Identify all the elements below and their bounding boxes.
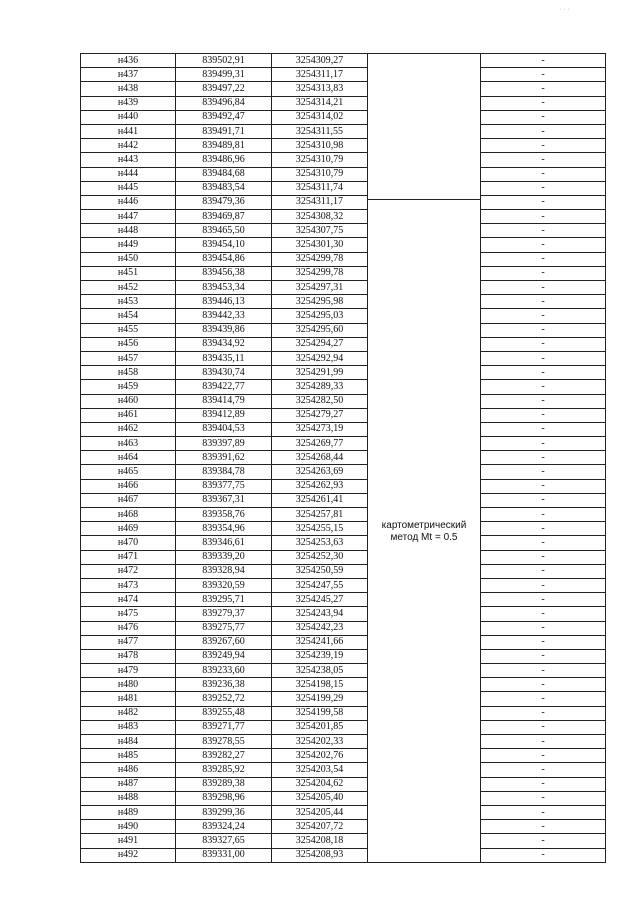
point-id-cell: н461 (81, 408, 176, 422)
x-coordinate-cell: 839469,87 (176, 210, 272, 224)
x-coordinate-cell: 839442,33 (176, 309, 272, 323)
point-id-cell: н482 (81, 706, 176, 720)
accuracy-cell: - (481, 323, 606, 337)
table-row (81, 252, 606, 266)
x-coordinate-cell: 839320,59 (176, 578, 272, 592)
point-id-cell: н474 (81, 593, 176, 607)
point-id-cell: н448 (81, 224, 176, 238)
point-id-cell: н445 (81, 181, 176, 195)
point-id-cell: н436 (81, 54, 176, 68)
y-coordinate-cell: 3254295,60 (272, 323, 368, 337)
accuracy-cell: - (481, 124, 606, 138)
x-coordinate-cell: 839491,71 (176, 124, 272, 138)
x-coordinate-cell: 839384,78 (176, 465, 272, 479)
point-id-cell: н464 (81, 451, 176, 465)
accuracy-cell: - (481, 550, 606, 564)
y-coordinate-cell: 3254202,76 (272, 749, 368, 763)
x-coordinate-cell: 839278,55 (176, 735, 272, 749)
table-row (81, 195, 606, 209)
accuracy-cell: - (481, 692, 606, 706)
x-coordinate-cell: 839434,92 (176, 337, 272, 351)
y-coordinate-cell: 3254269,77 (272, 437, 368, 451)
accuracy-cell: - (481, 465, 606, 479)
point-id-cell: н480 (81, 678, 176, 692)
x-coordinate-cell: 839346,61 (176, 536, 272, 550)
point-id-cell: н437 (81, 68, 176, 82)
y-coordinate-cell: 3254294,27 (272, 337, 368, 351)
x-coordinate-cell: 839484,68 (176, 167, 272, 181)
accuracy-cell: - (481, 578, 606, 592)
x-coordinate-cell: 839339,20 (176, 550, 272, 564)
table-row (81, 493, 606, 507)
table-row (81, 678, 606, 692)
y-coordinate-cell: 3254205,44 (272, 805, 368, 819)
x-coordinate-cell: 839252,72 (176, 692, 272, 706)
x-coordinate-cell: 839422,77 (176, 380, 272, 394)
accuracy-cell: - (481, 110, 606, 124)
y-coordinate-cell: 3254299,78 (272, 266, 368, 280)
point-id-cell: н450 (81, 252, 176, 266)
table-row (81, 153, 606, 167)
accuracy-cell: - (481, 735, 606, 749)
x-coordinate-cell: 839435,11 (176, 351, 272, 365)
method-name: картометрический (381, 520, 467, 531)
x-coordinate-cell: 839367,31 (176, 493, 272, 507)
x-coordinate-cell: 839404,53 (176, 422, 272, 436)
accuracy-cell: - (481, 351, 606, 365)
table-row (81, 578, 606, 592)
y-coordinate-cell: 3254310,79 (272, 167, 368, 181)
accuracy-cell: - (481, 805, 606, 819)
table-row (81, 337, 606, 351)
table-row (81, 408, 606, 422)
table-row (81, 281, 606, 295)
point-id-cell: н446 (81, 195, 176, 209)
y-coordinate-cell: 3254282,50 (272, 394, 368, 408)
accuracy-cell: - (481, 607, 606, 621)
table-row (81, 522, 606, 536)
point-id-cell: н466 (81, 479, 176, 493)
y-coordinate-cell: 3254291,99 (272, 366, 368, 380)
accuracy-cell: - (481, 720, 606, 734)
point-id-cell: н467 (81, 493, 176, 507)
x-coordinate-cell: 839446,13 (176, 295, 272, 309)
x-coordinate-cell: 839249,94 (176, 649, 272, 663)
table-row (81, 763, 606, 777)
y-coordinate-cell: 3254208,93 (272, 848, 368, 862)
x-coordinate-cell: 839271,77 (176, 720, 272, 734)
method-accuracy-formula: метод Mt = 0.5 (390, 532, 458, 543)
table-row (81, 181, 606, 195)
y-coordinate-cell: 3254204,62 (272, 777, 368, 791)
x-coordinate-cell: 839327,65 (176, 834, 272, 848)
x-coordinate-cell: 839275,77 (176, 621, 272, 635)
table-row (81, 735, 606, 749)
accuracy-cell: - (481, 706, 606, 720)
accuracy-cell: - (481, 564, 606, 578)
y-coordinate-cell: 3254199,58 (272, 706, 368, 720)
x-coordinate-cell: 839483,54 (176, 181, 272, 195)
accuracy-cell: - (481, 791, 606, 805)
point-id-cell: н479 (81, 664, 176, 678)
point-id-cell: н476 (81, 621, 176, 635)
x-coordinate-cell: 839358,76 (176, 508, 272, 522)
table-row (81, 366, 606, 380)
y-coordinate-cell: 3254310,98 (272, 139, 368, 153)
table-row (81, 437, 606, 451)
y-coordinate-cell: 3254238,05 (272, 664, 368, 678)
y-coordinate-cell: 3254297,31 (272, 281, 368, 295)
table-row (81, 394, 606, 408)
accuracy-cell: - (481, 820, 606, 834)
y-coordinate-cell: 3254261,41 (272, 493, 368, 507)
accuracy-cell: - (481, 210, 606, 224)
y-coordinate-cell: 3254307,75 (272, 224, 368, 238)
y-coordinate-cell: 3254257,81 (272, 508, 368, 522)
point-id-cell: н491 (81, 834, 176, 848)
table-row (81, 848, 606, 862)
y-coordinate-cell: 3254295,03 (272, 309, 368, 323)
table-row (81, 465, 606, 479)
table-row (81, 664, 606, 678)
y-coordinate-cell: 3254314,02 (272, 110, 368, 124)
x-coordinate-cell: 839282,27 (176, 749, 272, 763)
x-coordinate-cell: 839430,74 (176, 366, 272, 380)
point-id-cell: н483 (81, 720, 176, 734)
table-row (81, 749, 606, 763)
point-id-cell: н460 (81, 394, 176, 408)
table-row (81, 139, 606, 153)
y-coordinate-cell: 3254268,44 (272, 451, 368, 465)
table-row (81, 791, 606, 805)
point-id-cell: н449 (81, 238, 176, 252)
table-row (81, 706, 606, 720)
table-row (81, 380, 606, 394)
point-id-cell: н471 (81, 550, 176, 564)
accuracy-cell: - (481, 522, 606, 536)
point-id-cell: н478 (81, 649, 176, 663)
y-coordinate-cell: 3254202,33 (272, 735, 368, 749)
y-coordinate-cell: 3254289,33 (272, 380, 368, 394)
table-row (81, 295, 606, 309)
y-coordinate-cell: 3254208,18 (272, 834, 368, 848)
table-row (81, 323, 606, 337)
point-id-cell: н451 (81, 266, 176, 280)
x-coordinate-cell: 839295,71 (176, 593, 272, 607)
table-row (81, 110, 606, 124)
y-coordinate-cell: 3254242,23 (272, 621, 368, 635)
method-description (368, 520, 480, 544)
accuracy-cell: - (481, 68, 606, 82)
y-coordinate-cell: 3254252,30 (272, 550, 368, 564)
accuracy-cell: - (481, 664, 606, 678)
accuracy-cell: - (481, 848, 606, 862)
corner-mark: · · · (559, 6, 570, 13)
y-coordinate-cell: 3254279,27 (272, 408, 368, 422)
accuracy-cell: - (481, 621, 606, 635)
accuracy-cell: - (481, 593, 606, 607)
accuracy-cell: - (481, 153, 606, 167)
point-id-cell: н465 (81, 465, 176, 479)
point-id-cell: н439 (81, 96, 176, 110)
x-coordinate-cell: 839496,84 (176, 96, 272, 110)
y-coordinate-cell: 3254203,54 (272, 763, 368, 777)
table-row (81, 820, 606, 834)
accuracy-cell: - (481, 749, 606, 763)
accuracy-cell: - (481, 678, 606, 692)
x-coordinate-cell: 839502,91 (176, 54, 272, 68)
y-coordinate-cell: 3254199,29 (272, 692, 368, 706)
accuracy-cell: - (481, 252, 606, 266)
y-coordinate-cell: 3254295,98 (272, 295, 368, 309)
point-id-cell: н463 (81, 437, 176, 451)
x-coordinate-cell: 839397,89 (176, 437, 272, 451)
y-coordinate-cell: 3254205,40 (272, 791, 368, 805)
point-id-cell: н489 (81, 805, 176, 819)
table-row (81, 607, 606, 621)
accuracy-cell: - (481, 536, 606, 550)
y-coordinate-cell: 3254247,55 (272, 578, 368, 592)
x-coordinate-cell: 839354,96 (176, 522, 272, 536)
x-coordinate-cell: 839492,47 (176, 110, 272, 124)
y-coordinate-cell: 3254262,93 (272, 479, 368, 493)
y-coordinate-cell: 3254263,69 (272, 465, 368, 479)
accuracy-cell: - (481, 139, 606, 153)
y-coordinate-cell: 3254311,55 (272, 124, 368, 138)
accuracy-cell: - (481, 281, 606, 295)
x-coordinate-cell: 839454,10 (176, 238, 272, 252)
table-row (81, 68, 606, 82)
table-row (81, 54, 606, 68)
table-row (81, 422, 606, 436)
method-divider-line (368, 199, 480, 200)
method-cell (368, 54, 481, 863)
point-id-cell: н492 (81, 848, 176, 862)
x-coordinate-cell: 839414,79 (176, 394, 272, 408)
accuracy-cell: - (481, 380, 606, 394)
x-coordinate-cell: 839298,96 (176, 791, 272, 805)
coordinates-table (80, 53, 606, 863)
point-id-cell: н462 (81, 422, 176, 436)
x-coordinate-cell: 839285,92 (176, 763, 272, 777)
y-coordinate-cell: 3254314,21 (272, 96, 368, 110)
y-coordinate-cell: 3254311,17 (272, 195, 368, 209)
point-id-cell: н458 (81, 366, 176, 380)
point-id-cell: н475 (81, 607, 176, 621)
table-row (81, 309, 606, 323)
point-id-cell: н477 (81, 635, 176, 649)
y-coordinate-cell: 3254250,59 (272, 564, 368, 578)
accuracy-cell: - (481, 366, 606, 380)
table-row (81, 266, 606, 280)
point-id-cell: н490 (81, 820, 176, 834)
accuracy-cell: - (481, 635, 606, 649)
point-id-cell: н444 (81, 167, 176, 181)
accuracy-cell: - (481, 96, 606, 110)
y-coordinate-cell: 3254292,94 (272, 351, 368, 365)
accuracy-cell: - (481, 763, 606, 777)
x-coordinate-cell: 839499,31 (176, 68, 272, 82)
point-id-cell: н456 (81, 337, 176, 351)
y-coordinate-cell: 3254243,94 (272, 607, 368, 621)
x-coordinate-cell: 839299,36 (176, 805, 272, 819)
y-coordinate-cell: 3254198,15 (272, 678, 368, 692)
point-id-cell: н442 (81, 139, 176, 153)
point-id-cell: н438 (81, 82, 176, 96)
y-coordinate-cell: 3254313,83 (272, 82, 368, 96)
x-coordinate-cell: 839489,81 (176, 139, 272, 153)
point-id-cell: н487 (81, 777, 176, 791)
accuracy-cell: - (481, 834, 606, 848)
y-coordinate-cell: 3254309,27 (272, 54, 368, 68)
x-coordinate-cell: 839377,75 (176, 479, 272, 493)
x-coordinate-cell: 839439,86 (176, 323, 272, 337)
point-id-cell: н473 (81, 578, 176, 592)
x-coordinate-cell: 839233,60 (176, 664, 272, 678)
table-row (81, 82, 606, 96)
table-row (81, 777, 606, 791)
y-coordinate-cell: 3254311,74 (272, 181, 368, 195)
table-row (81, 635, 606, 649)
point-id-cell: н440 (81, 110, 176, 124)
point-id-cell: н469 (81, 522, 176, 536)
table-row (81, 593, 606, 607)
table-row (81, 224, 606, 238)
table-row (81, 167, 606, 181)
accuracy-cell: - (481, 777, 606, 791)
table-row (81, 508, 606, 522)
table-row (81, 96, 606, 110)
x-coordinate-cell: 839497,22 (176, 82, 272, 96)
point-id-cell: н443 (81, 153, 176, 167)
accuracy-cell: - (481, 181, 606, 195)
table-row (81, 564, 606, 578)
table-row (81, 238, 606, 252)
point-id-cell: н454 (81, 309, 176, 323)
point-id-cell: н453 (81, 295, 176, 309)
x-coordinate-cell: 839289,38 (176, 777, 272, 791)
accuracy-cell: - (481, 224, 606, 238)
point-id-cell: н472 (81, 564, 176, 578)
point-id-cell: н486 (81, 763, 176, 777)
y-coordinate-cell: 3254253,63 (272, 536, 368, 550)
table-row (81, 536, 606, 550)
x-coordinate-cell: 839412,89 (176, 408, 272, 422)
point-id-cell: н441 (81, 124, 176, 138)
accuracy-cell: - (481, 82, 606, 96)
accuracy-cell: - (481, 167, 606, 181)
accuracy-cell: - (481, 394, 606, 408)
table-row (81, 720, 606, 734)
table-row (81, 834, 606, 848)
x-coordinate-cell: 839324,24 (176, 820, 272, 834)
table-row (81, 351, 606, 365)
accuracy-cell: - (481, 649, 606, 663)
y-coordinate-cell: 3254241,66 (272, 635, 368, 649)
x-coordinate-cell: 839486,96 (176, 153, 272, 167)
y-coordinate-cell: 3254201,85 (272, 720, 368, 734)
accuracy-cell: - (481, 309, 606, 323)
point-id-cell: н468 (81, 508, 176, 522)
table-row (81, 805, 606, 819)
x-coordinate-cell: 839453,34 (176, 281, 272, 295)
point-id-cell: н485 (81, 749, 176, 763)
table-row (81, 124, 606, 138)
y-coordinate-cell: 3254207,72 (272, 820, 368, 834)
x-coordinate-cell: 839267,60 (176, 635, 272, 649)
accuracy-cell: - (481, 422, 606, 436)
point-id-cell: н457 (81, 351, 176, 365)
table-row (81, 210, 606, 224)
accuracy-cell: - (481, 295, 606, 309)
y-coordinate-cell: 3254311,17 (272, 68, 368, 82)
table-row (81, 692, 606, 706)
y-coordinate-cell: 3254245,27 (272, 593, 368, 607)
x-coordinate-cell: 839331,00 (176, 848, 272, 862)
y-coordinate-cell: 3254255,15 (272, 522, 368, 536)
accuracy-cell: - (481, 508, 606, 522)
x-coordinate-cell: 839236,38 (176, 678, 272, 692)
accuracy-cell: - (481, 479, 606, 493)
table-row (81, 451, 606, 465)
y-coordinate-cell: 3254239,19 (272, 649, 368, 663)
x-coordinate-cell: 839456,38 (176, 266, 272, 280)
x-coordinate-cell: 839454,86 (176, 252, 272, 266)
accuracy-cell: - (481, 437, 606, 451)
point-id-cell: н470 (81, 536, 176, 550)
x-coordinate-cell: 839255,48 (176, 706, 272, 720)
x-coordinate-cell: 839328,94 (176, 564, 272, 578)
point-id-cell: н447 (81, 210, 176, 224)
point-id-cell: н488 (81, 791, 176, 805)
table-row (81, 621, 606, 635)
point-id-cell: н459 (81, 380, 176, 394)
y-coordinate-cell: 3254308,32 (272, 210, 368, 224)
y-coordinate-cell: 3254301,30 (272, 238, 368, 252)
point-id-cell: н484 (81, 735, 176, 749)
x-coordinate-cell: 839465,50 (176, 224, 272, 238)
table-row (81, 550, 606, 564)
accuracy-cell: - (481, 238, 606, 252)
y-coordinate-cell: 3254273,19 (272, 422, 368, 436)
accuracy-cell: - (481, 337, 606, 351)
accuracy-cell: - (481, 493, 606, 507)
table-row (81, 649, 606, 663)
x-coordinate-cell: 839279,37 (176, 607, 272, 621)
accuracy-cell: - (481, 195, 606, 209)
x-coordinate-cell: 839391,62 (176, 451, 272, 465)
table-row (81, 479, 606, 493)
y-coordinate-cell: 3254310,79 (272, 153, 368, 167)
y-coordinate-cell: 3254299,78 (272, 252, 368, 266)
accuracy-cell: - (481, 266, 606, 280)
accuracy-cell: - (481, 451, 606, 465)
x-coordinate-cell: 839479,36 (176, 195, 272, 209)
accuracy-cell: - (481, 408, 606, 422)
coordinates-table-body (81, 54, 606, 863)
point-id-cell: н481 (81, 692, 176, 706)
point-id-cell: н452 (81, 281, 176, 295)
accuracy-cell: - (481, 54, 606, 68)
point-id-cell: н455 (81, 323, 176, 337)
